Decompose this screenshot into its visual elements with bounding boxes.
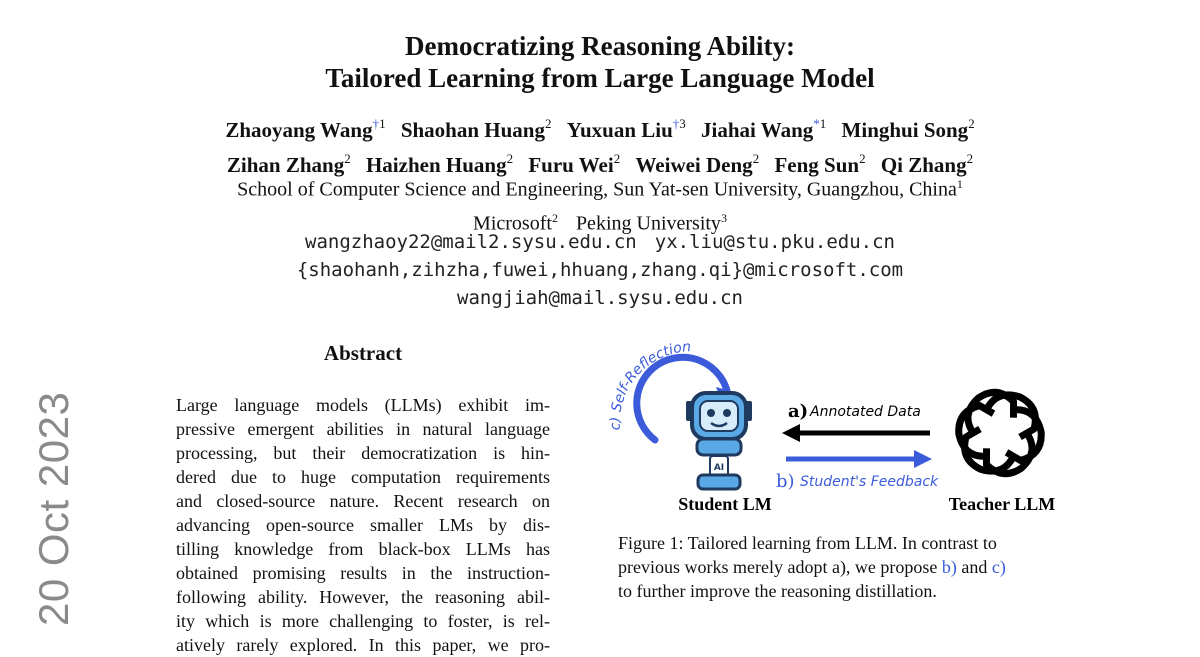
caption-line-3: to further improve the reasoning distillation. (618, 581, 937, 601)
author-name: Zhaoyang Wang (225, 118, 373, 142)
caption-ref-c[interactable]: c) (991, 557, 1006, 577)
affiliation-line-1 (0, 170, 1200, 204)
feedback-label: Student's Feedback (800, 474, 939, 490)
caption-text: and (956, 557, 992, 577)
abstract-line: ity which is more challenging to foster, is rel- (176, 611, 550, 631)
author (567, 118, 686, 142)
feedback-arrowhead (914, 450, 932, 468)
abstract-line: following ability. However, the reasoning abil- (176, 587, 550, 607)
abstract-line: tilling knowledge from black-box LLMs has (176, 539, 550, 559)
author (842, 118, 975, 142)
self-reflection-label: c) Self-Reflection (607, 339, 692, 431)
affiliation-sup: 3 (720, 210, 727, 225)
author-aff: 2 (752, 151, 760, 166)
author-name: Shaohan Huang (400, 118, 545, 142)
author-aff: 1 (819, 116, 827, 131)
author (401, 118, 552, 142)
abstract-line: advancing open-source smaller LMs by dis- (176, 515, 550, 535)
email-line-3[interactable]: wangjiah@mail.sysu.edu.cn (457, 287, 743, 309)
author-name: Yuxuan Liu (566, 118, 673, 142)
abstract-line: dered due to huge computation requirements (176, 467, 550, 487)
email-list (0, 228, 1200, 312)
email[interactable]: wangzhaoy22@mail2.sysu.edu.cn (305, 231, 637, 253)
affiliation-text: Microsoft (473, 212, 552, 235)
annotated-label: Annotated Data (810, 404, 921, 420)
caption-ref-b[interactable]: b) (941, 557, 957, 577)
author-aff: 2 (344, 151, 351, 166)
author-mark: † (372, 116, 380, 131)
author-name: Minghui Song (841, 118, 969, 142)
abstract-line: processing, but their democratization is hin- (176, 443, 550, 463)
author-name: Weiwei Deng (635, 153, 753, 177)
student-label: Student LM (678, 494, 772, 514)
figure-diagram (600, 335, 1070, 525)
author-aff: 2 (859, 151, 866, 166)
author-name: Feng Sun (774, 153, 860, 177)
affiliation-text: Peking University (575, 212, 721, 235)
teacher-logo-icon (949, 383, 1050, 482)
caption-line-1: Figure 1: Tailored learning from LLM. In contrast to (618, 533, 997, 553)
paper-title (0, 30, 1200, 94)
author-mark: * (813, 116, 820, 131)
author-aff: 1 (379, 116, 386, 131)
author-aff: 3 (679, 116, 686, 131)
author-row-1 (0, 110, 1200, 145)
feedback-prefix: b) (776, 471, 795, 492)
abstract-line: and closed-source nature. Recent research on (176, 491, 550, 511)
affiliation-sup: 2 (551, 210, 558, 225)
author-name: Haizhen Huang (365, 153, 507, 177)
email-line-2[interactable]: {shaohanh,zihzha,fuwei,hhuang,zhang.qi}@microsoft.com (296, 259, 904, 281)
abstract-heading: Abstract (323, 341, 403, 365)
author (225, 118, 385, 142)
figure-caption (618, 531, 1068, 603)
caption-text: previous works merely adopt a), we propose (618, 557, 942, 577)
title-line-2: Tailored Learning from Large Language Model (325, 63, 875, 93)
teacher-label: Teacher LLM (948, 494, 1056, 514)
author-name: Furu Wei (528, 153, 614, 177)
caption-line-2 (618, 555, 1068, 579)
author-name: Jiahai Wang (701, 118, 814, 142)
arxiv-date-stamp: 20 Oct 2023 (30, 391, 77, 626)
figure-1 (600, 335, 1070, 525)
robot-icon (686, 393, 752, 489)
email-line-1 (0, 228, 1200, 256)
author-aff: 2 (968, 116, 975, 131)
affiliation-text: School of Computer Science and Engineering, Sun Yat-sen University, Guangzhou, China (237, 178, 957, 201)
author-aff: 2 (613, 151, 621, 166)
author-mark: † (672, 116, 680, 131)
title-line-1: Democratizing Reasoning Ability: (405, 31, 795, 61)
abstract-body (176, 393, 550, 657)
author-name: Zihan Zhang (226, 153, 345, 177)
email[interactable]: yx.liu@stu.pku.edu.cn (654, 231, 895, 253)
affiliation-sup: 1 (956, 177, 963, 191)
author-aff: 2 (545, 116, 552, 131)
abstract-line: obtained promising results in the instruction- (176, 563, 550, 583)
robot-badge: AI (713, 463, 725, 473)
abstract-line: atively rarely explored. In this paper, we pro- (176, 635, 550, 655)
author-name: Qi Zhang (880, 153, 967, 177)
abstract-line: pressive emergent abilities in natural language (176, 419, 550, 439)
abstract-line: Large language models (LLMs) exhibit im- (176, 395, 550, 415)
annotated-prefix: a) (788, 401, 809, 422)
annotated-data-arrowhead (782, 424, 800, 442)
author-aff: 2 (506, 151, 514, 166)
author (701, 118, 826, 142)
author-aff: 2 (966, 151, 974, 166)
